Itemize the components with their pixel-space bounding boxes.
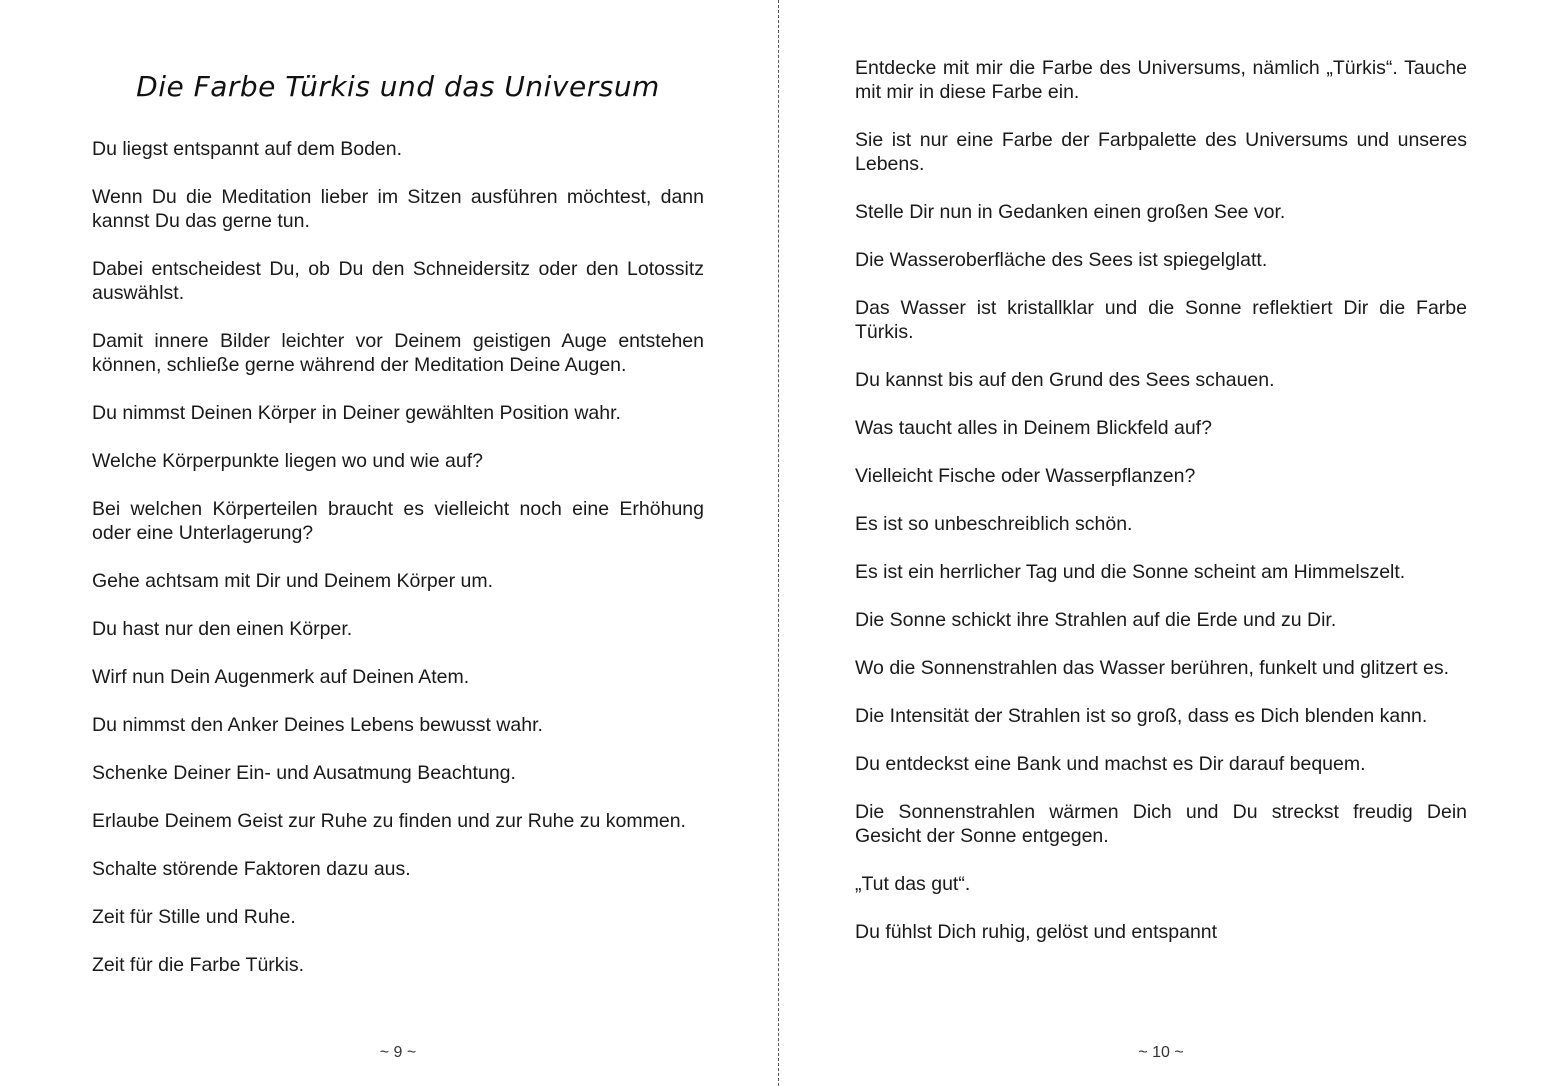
- paragraph: Wo die Sonnenstrahlen das Wasser berühren, funkelt und glitzert es.: [855, 657, 1449, 679]
- paragraph: Es ist ein herrlicher Tag und die Sonne scheint am Himmelszelt.: [855, 561, 1406, 583]
- paragraph: Du fühlst Dich ruhig, gelöst und entspannt: [855, 921, 1218, 943]
- paragraph: Du liegst entspannt auf dem Boden.: [92, 138, 403, 160]
- paragraph: Zeit für Stille und Ruhe.: [92, 906, 296, 928]
- left-page-body: [92, 137, 704, 1001]
- paragraph: Die Sonne schickt ihre Strahlen auf die Erde und zu Dir.: [855, 609, 1337, 631]
- paragraph: Du entdeckst eine Bank und machst es Dir darauf bequem.: [855, 753, 1366, 775]
- paragraph: Es ist so unbeschreiblich schön.: [855, 513, 1133, 535]
- paragraph: Dabei entscheidest Du, ob Du den Schneidersitz oder den Lotossitz auswählst.: [92, 258, 704, 304]
- right-page: [780, 0, 1558, 1086]
- page-number: ~ 10 ~: [1138, 1044, 1184, 1061]
- left-page: [0, 0, 778, 1086]
- paragraph: Welche Körperpunkte liegen wo und wie auf?: [92, 450, 483, 472]
- page-number: ~ 9 ~: [379, 1044, 417, 1061]
- paragraph: Du kannst bis auf den Grund des Sees schauen.: [855, 369, 1275, 391]
- page-title: Die Farbe Türkis und das Universum: [136, 70, 660, 103]
- right-page-body: [855, 56, 1467, 968]
- paragraph: Sie ist nur eine Farbe der Farbpalette des Universums und unseres Lebens.: [855, 129, 1467, 175]
- paragraph: Du nimmst Deinen Körper in Deiner gewählten Position wahr.: [92, 402, 621, 424]
- paragraph: Gehe achtsam mit Dir und Deinem Körper um.: [92, 570, 493, 592]
- paragraph: Die Intensität der Strahlen ist so groß, dass es Dich blenden kann.: [855, 705, 1428, 727]
- paragraph: Entdecke mit mir die Farbe des Universums, nämlich „Türkis“. Tauche mit mir in diese Farbe ein.: [855, 57, 1467, 103]
- paragraph: Du nimmst den Anker Deines Lebens bewusst wahr.: [92, 714, 543, 736]
- paragraph: Du hast nur den einen Körper.: [92, 618, 353, 640]
- paragraph: Wenn Du die Meditation lieber im Sitzen ausführen möchtest, dann kannst Du das gerne tun.: [92, 186, 704, 232]
- paragraph: Damit innere Bilder leichter vor Deinem geistigen Auge entstehen können, schließe gerne während der Meditation Deine Augen.: [92, 330, 704, 376]
- paragraph: Die Sonnenstrahlen wärmen Dich und Du streckst freudig Dein Gesicht der Sonne entgegen.: [855, 801, 1467, 847]
- paragraph: Das Wasser ist kristallklar und die Sonne reflektiert Dir die Farbe Türkis.: [855, 297, 1467, 343]
- paragraph: Stelle Dir nun in Gedanken einen großen See vor.: [855, 201, 1286, 223]
- paragraph: Die Wasseroberfläche des Sees ist spiegelglatt.: [855, 249, 1268, 271]
- paragraph: Vielleicht Fische oder Wasserpflanzen?: [855, 465, 1196, 487]
- paragraph: Schalte störende Faktoren dazu aus.: [92, 858, 411, 880]
- paragraph: „Tut das gut“.: [855, 873, 971, 895]
- paragraph: Wirf nun Dein Augenmerk auf Deinen Atem.: [92, 666, 470, 688]
- paragraph: Bei welchen Körperteilen braucht es vielleicht noch eine Erhöhung oder eine Unterlagerung?: [92, 498, 704, 544]
- paragraph: Erlaube Deinem Geist zur Ruhe zu finden und zur Ruhe zu kommen.: [92, 810, 686, 832]
- paragraph: Was taucht alles in Deinem Blickfeld auf?: [855, 417, 1212, 439]
- paragraph: Zeit für die Farbe Türkis.: [92, 954, 305, 976]
- page-divider: [778, 0, 779, 1086]
- paragraph: Schenke Deiner Ein- und Ausatmung Beachtung.: [92, 762, 516, 784]
